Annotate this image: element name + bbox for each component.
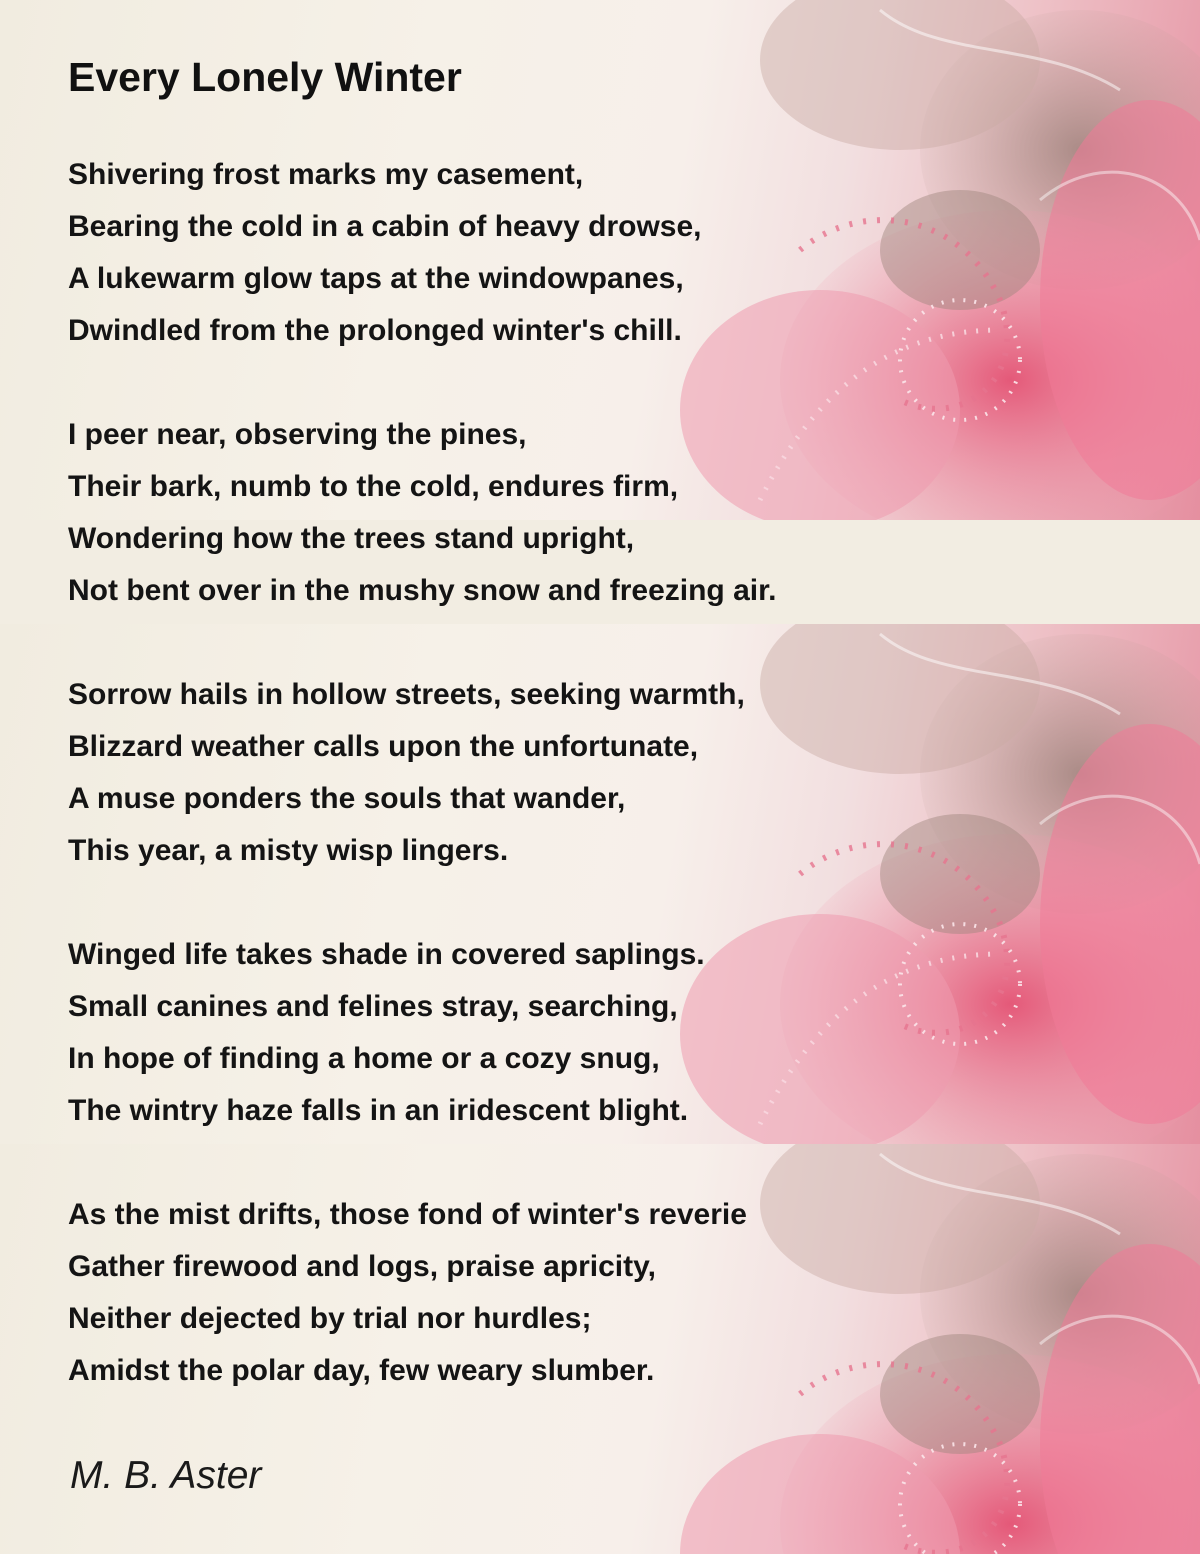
poem-title: Every Lonely Winter <box>68 54 462 100</box>
poem-line: Dwindled from the prolonged winter's chill. <box>68 314 682 347</box>
poem-line: A muse ponders the souls that wander, <box>68 782 626 815</box>
poem-line: This year, a misty wisp lingers. <box>68 834 509 867</box>
poem-line: Gather firewood and logs, praise apricity, <box>68 1250 656 1283</box>
poem-line: Neither dejected by trial nor hurdles; <box>68 1302 592 1335</box>
poem-line: Shivering frost marks my casement, <box>68 158 584 191</box>
poem-line: I peer near, observing the pines, <box>68 418 527 451</box>
poem-line: A lukewarm glow taps at the windowpanes, <box>68 262 684 295</box>
stanza <box>68 669 1068 877</box>
stanza <box>68 409 1068 617</box>
poem-line: Bearing the cold in a cabin of heavy drowse, <box>68 210 702 243</box>
stanza <box>68 929 1068 1137</box>
poem-line: The wintry haze falls in an iridescent blight. <box>68 1094 689 1127</box>
stanza <box>68 149 1068 357</box>
poem-line: Small canines and felines stray, searching, <box>68 990 678 1023</box>
poem-line: Not bent over in the mushy snow and freezing air. <box>68 574 777 607</box>
poem-line: Their bark, numb to the cold, endures firm, <box>68 470 679 503</box>
poem-line: Winged life takes shade in covered saplings. <box>68 938 705 971</box>
poem-line: Amidst the polar day, few weary slumber. <box>68 1354 655 1387</box>
poem-line: Sorrow hails in hollow streets, seeking warmth, <box>68 678 745 711</box>
poem-line: As the mist drifts, those fond of winter's reverie <box>68 1198 747 1231</box>
poem-author: M. B. Aster <box>70 1454 262 1497</box>
poem-line: Blizzard weather calls upon the unfortunate, <box>68 730 699 763</box>
poem-line: Wondering how the trees stand upright, <box>68 522 635 555</box>
stanza <box>68 1189 1068 1397</box>
poem-line: In hope of finding a home or a cozy snug, <box>68 1042 660 1075</box>
poem-body <box>68 149 1068 1397</box>
